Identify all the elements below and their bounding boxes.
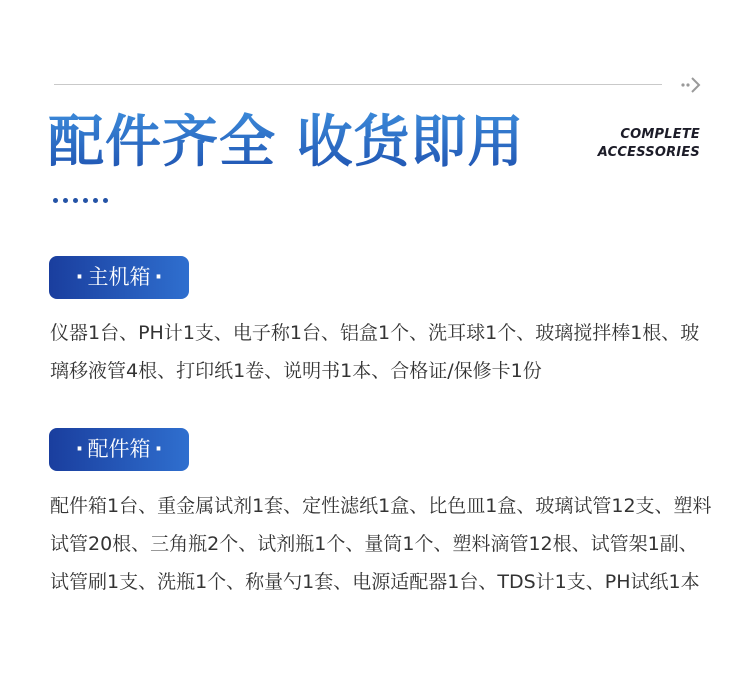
double-chevron-right-icon — [680, 74, 704, 96]
section-badge-accessory-box — [49, 428, 189, 471]
dot — [83, 198, 88, 203]
badge-dot-right: · — [154, 265, 163, 289]
badge-dot-right: · — [154, 437, 163, 461]
subtitle-line-2: ACCESSORIES — [597, 145, 700, 160]
decorative-dots — [53, 198, 108, 203]
page-subtitle — [520, 126, 700, 162]
section-label: 配件箱 — [87, 437, 151, 461]
dot — [73, 198, 78, 203]
section-label: 主机箱 — [87, 265, 151, 289]
section-content-main-box: 仪器1台、PH计1支、电子称1台、铝盒1个、洗耳球1个、玻璃搅拌棒1根、玻璃移液管4根、打印纸1卷、说明书1本、合格证/保修卡1份 — [50, 322, 700, 382]
dot — [53, 198, 58, 203]
page-title: 配件齐全 收货即用 — [48, 108, 525, 178]
subtitle-line-1: COMPLETE — [620, 127, 700, 142]
section-content-accessory-box: 配件箱1台、重金属试剂1套、定性滤纸1盒、比色皿1盒、玻璃试管12支、塑料试管20根、三角瓶2个、试剂瓶1个、量筒1个、塑料滴管12根、试管架1副、试管刷1支、洗瓶1个、称量勺1套、电源适配器1台、TDS计1支、PH试纸1本 — [50, 495, 712, 593]
dot — [93, 198, 98, 203]
dot — [63, 198, 68, 203]
badge-dot-left: · — [75, 437, 84, 461]
badge-dot-left: · — [75, 265, 84, 289]
dot — [103, 198, 108, 203]
top-divider — [54, 84, 662, 85]
section-badge-main-box — [49, 256, 189, 299]
